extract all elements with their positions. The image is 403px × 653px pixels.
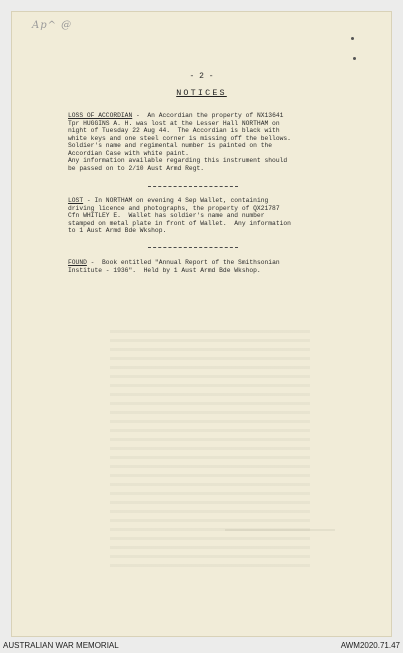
notice-line: to 1 Aust Armd Bde Wkshop. <box>68 227 167 234</box>
notice-line: night of Tuesday 22 Aug 44. The Accordian is black with <box>68 127 280 134</box>
notice-wallet <box>68 197 360 235</box>
notice-line: be passed on to 2/10 Aust Armd Regt. <box>68 164 205 172</box>
notice-title: LOSS OF ACCORDIAN <box>68 112 133 119</box>
page-title-text: NOTICES <box>176 88 227 98</box>
punch-hole-mark <box>353 57 356 60</box>
notice-line: Cfn WHITLEY E. Wallet has soldier's name and number <box>68 212 265 219</box>
notice-line: stamped on metal plate in front of Wallet. Any information <box>68 219 291 227</box>
notice-title: FOUND <box>68 259 87 266</box>
section-divider <box>148 186 238 187</box>
accession-number: AWM2020.71.47 <box>340 641 400 650</box>
notice-line: Institute - 1936". Held by 1 Aust Armd Bde Wkshop. <box>68 266 261 274</box>
notice-lead: - Book entitled "Annual Report of the Smithsonian <box>86 259 280 266</box>
pencil-annotation: Ap^ @ <box>32 20 73 31</box>
notice-title: LOST <box>68 197 84 204</box>
institution-label: AUSTRALIAN WAR MEMORIAL <box>3 641 119 650</box>
reverse-signature-show-through <box>225 515 335 531</box>
page-number: - 2 - <box>189 72 214 81</box>
notice-lead: - In NORTHAM on evening 4 Sep Wallet, containing <box>83 197 269 204</box>
notice-line: Tpr HUGGINS A. H. was lost at the Lesser Hall NORTHAM on <box>68 119 280 127</box>
notice-found-book <box>68 259 360 274</box>
punch-hole-mark <box>351 37 354 40</box>
notice-lead: - An Accordian the property of NX13641 <box>132 112 284 119</box>
reverse-show-through <box>110 330 310 570</box>
notice-line: Accordian Case with white paint. <box>68 149 189 157</box>
notice-line: white keys and one steel corner is missing off the bellows. <box>68 134 291 142</box>
page-title <box>0 88 403 98</box>
notice-line: Soldier's name and regimental number is painted on the <box>68 142 273 149</box>
notice-line: Any information available regarding this instrument should <box>68 157 288 164</box>
section-divider <box>148 247 238 248</box>
notice-accordian <box>68 112 360 172</box>
notice-line: driving licence and photographs, the property of QX21787 <box>68 204 280 212</box>
